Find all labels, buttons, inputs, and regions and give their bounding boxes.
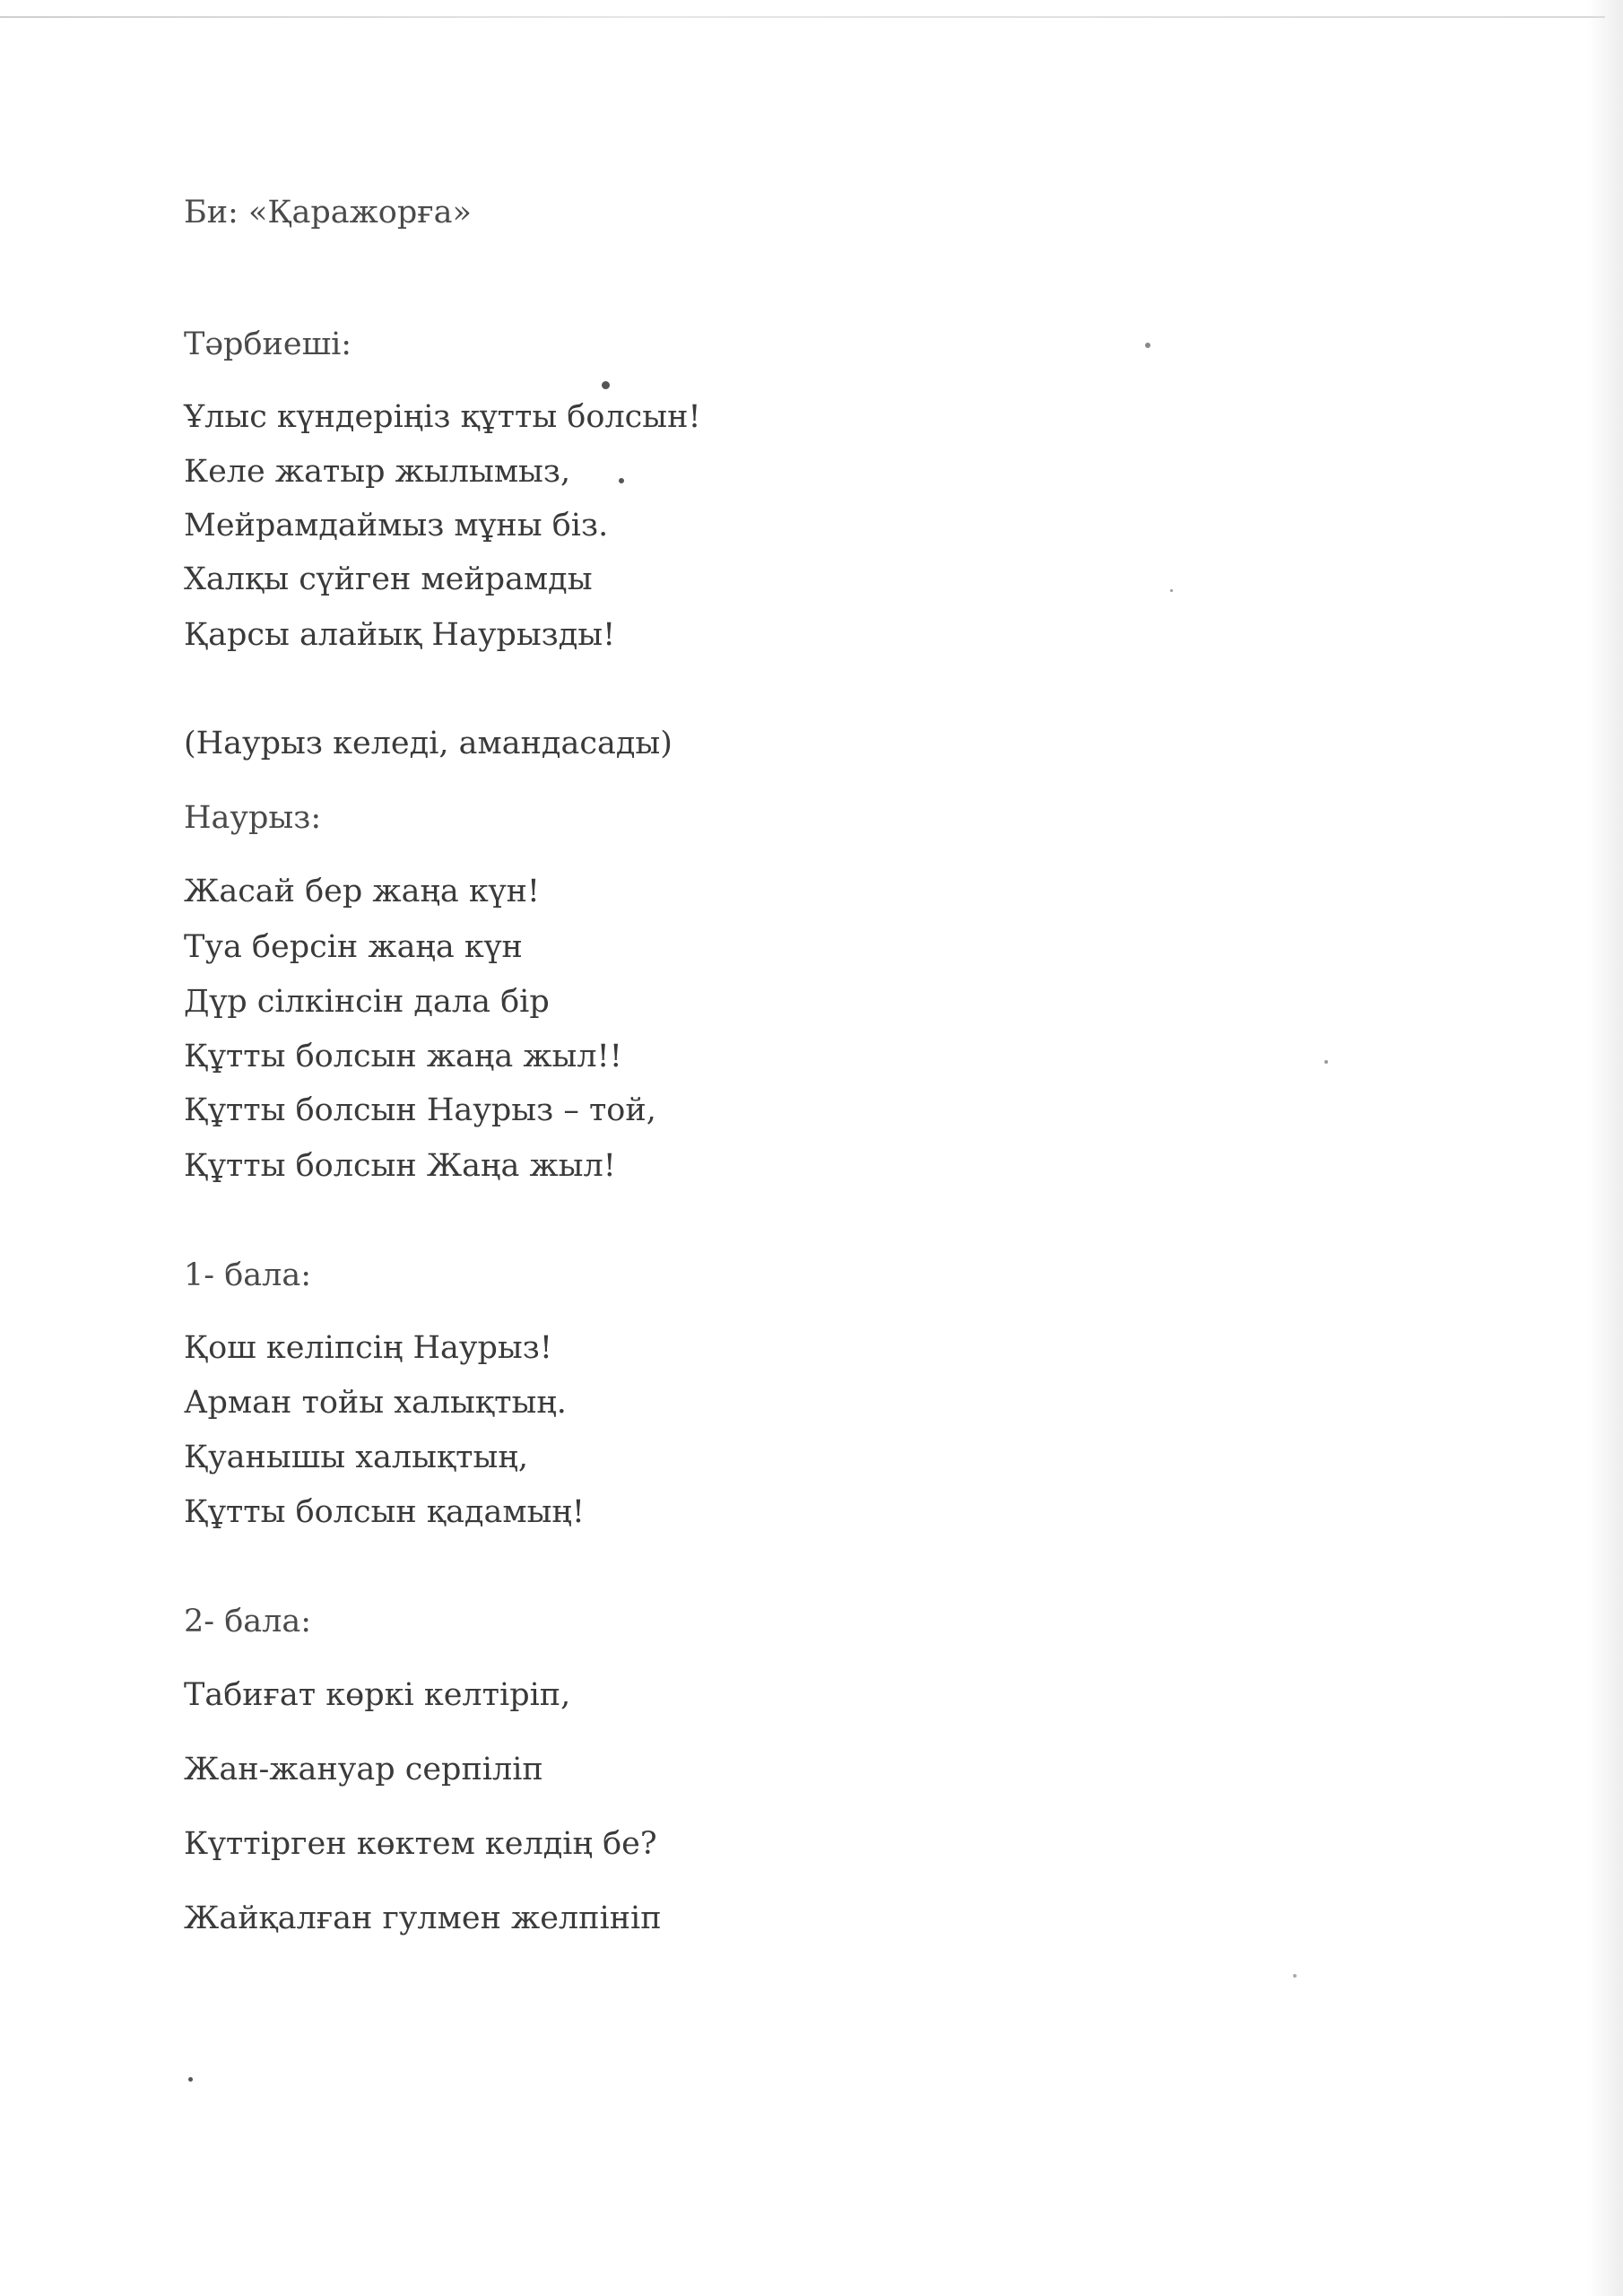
- stage-direction: (Наурыз келеді, амандасады): [184, 726, 673, 761]
- verse-line: Дүр сілкінсін дала бір: [184, 984, 550, 1020]
- scan-speck: [188, 2077, 193, 2082]
- scan-edge-top: [0, 16, 1605, 18]
- verse-line: Құтты болсын Жаңа жыл!: [184, 1148, 616, 1184]
- verse-line: Жан-жануар серпіліп: [184, 1752, 543, 1787]
- verse-line: Қуанышы халықтың,: [184, 1439, 528, 1475]
- scan-speck: [619, 478, 624, 483]
- verse-line: Жайқалған гулмен желпініп: [184, 1900, 662, 1936]
- verse-line: Қарсы алайық Наурызды!: [184, 617, 616, 653]
- verse-line: Туа берсін жаңа күн: [184, 929, 523, 965]
- verse-line: Құтты болсын Наурыз – той,: [184, 1092, 656, 1128]
- verse-line: Құтты болсын қадамың!: [184, 1494, 585, 1530]
- scan-speck: [1293, 1974, 1297, 1978]
- verse-line: Келе жатыр жылымыз,: [184, 454, 571, 490]
- scan-edge-right: [1587, 0, 1623, 2296]
- dance-title: Би: «Қаражорға»: [184, 195, 472, 230]
- verse-line: Табиғат көркі келтіріп,: [184, 1677, 571, 1713]
- verse-line: Күттірген көктем келдің бе?: [184, 1826, 657, 1862]
- scan-speck: [1324, 1060, 1328, 1064]
- verse-line: Ұлыс күндеріңіз құтты болсын!: [184, 399, 701, 435]
- verse-line: Құтты болсын жаңа жыл!!: [184, 1039, 622, 1074]
- verse-line: Арман тойы халықтың.: [184, 1385, 567, 1421]
- scan-speck: [1145, 343, 1150, 348]
- verse-line: Қош келіпсің Наурыз!: [184, 1330, 552, 1366]
- speaker-child-2: 2- бала:: [184, 1604, 312, 1639]
- verse-line: Мейрамдаймыз мұны біз.: [184, 508, 609, 544]
- speaker-nauryz: Наурыз:: [184, 800, 322, 836]
- verse-line: Жасай бер жаңа күн!: [184, 874, 540, 909]
- verse-line: Халқы сүйген мейрамды: [184, 561, 593, 597]
- speaker-child-1: 1- бала:: [184, 1257, 312, 1293]
- scan-speck: [602, 381, 610, 389]
- scan-speck: [1170, 589, 1173, 592]
- speaker-teacher: Тәрбиеші:: [184, 326, 352, 362]
